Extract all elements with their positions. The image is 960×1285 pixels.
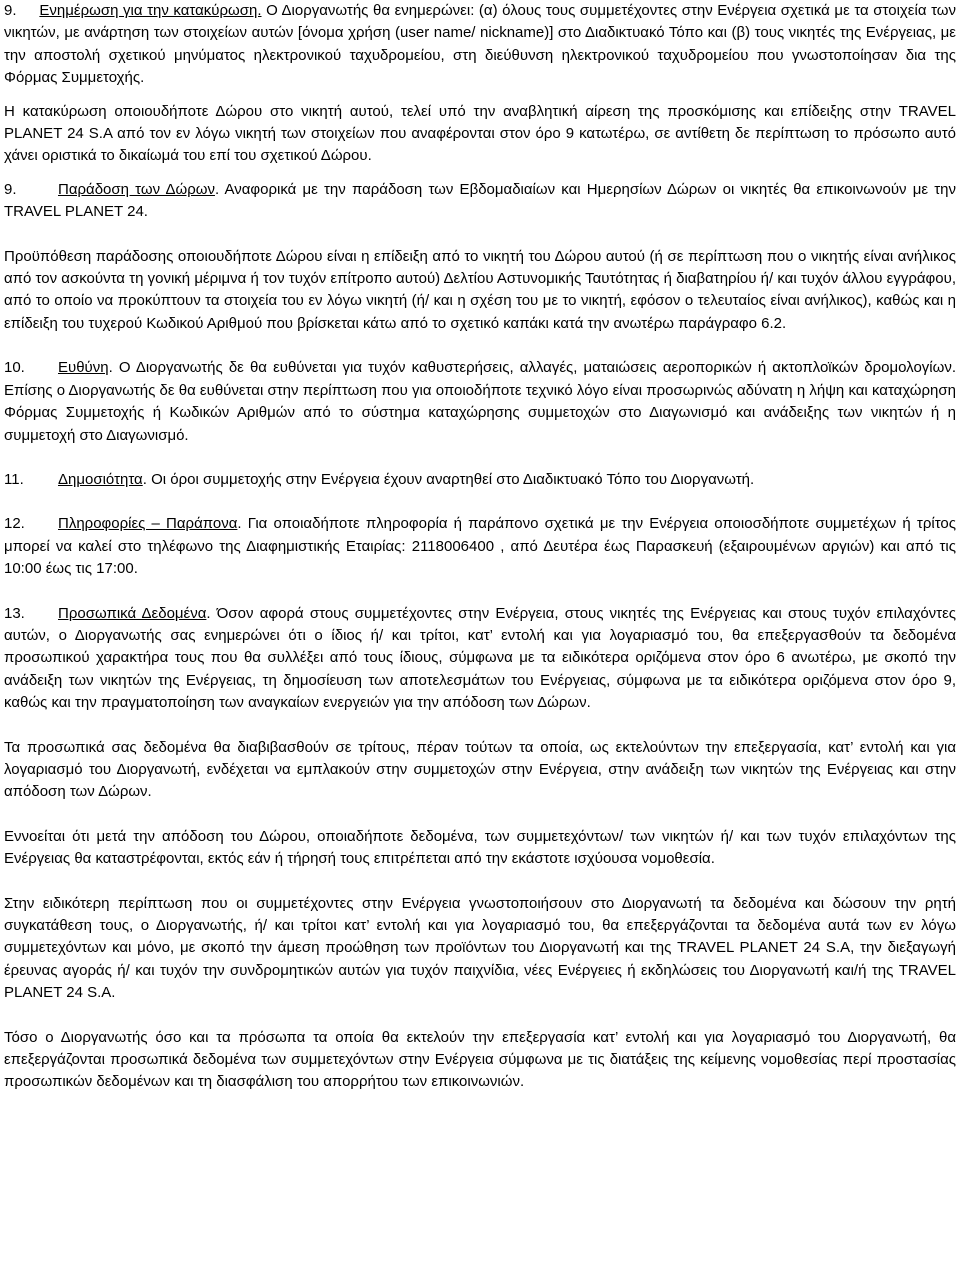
section-body: . Αναφορικά με την παράδοση των Εβδομαδιαίων και Ημερησίων Δώρων οι νικητές θα επικοινωνούν με την TRAVEL PLANET 24. bbox=[4, 180, 956, 221]
section-9-notification bbox=[4, 0, 956, 90]
section-number: 10. bbox=[4, 359, 25, 377]
section-heading: Ενημέρωση για την κατακύρωση. bbox=[39, 2, 262, 19]
section-number: 9. bbox=[4, 2, 17, 19]
section-body: . Για οποιαδήποτε πληροφορία ή παράπονο σχετικά με την Ενέργεια οποιοσδήποτε συμμετέχων ή τρίτος μπορεί να καλεί στο τηλέφωνο της Διαφημιστικής Εταιρίας: 2118006400 , από Δευτέρα έως Παρασκευή (εξαιρουμένων αργιών) και από τις 10:00 έως τις 17:00. bbox=[4, 515, 956, 578]
section-13-personal-data bbox=[4, 603, 956, 715]
section-10-liability bbox=[4, 357, 956, 447]
paragraph-award-condition: Η κατακύρωση οποιουδήποτε Δώρου στο νικητή αυτού, τελεί υπό την αναβλητική αίρεση της προσκόμισης και επίδειξης στην TRAVEL PLANET 24 S.A από τον εν λόγω νικητή των στοιχείων που αναφέρονται στον όρο 9 κατωτέρω, σε αντίθετη δε περίπτωση το πρόσωπο αυτό χάνει οριστικά το δικαίωμά του επί του σχετικού Δώρου. bbox=[4, 102, 956, 165]
section-9-delivery bbox=[4, 179, 956, 224]
section-number: 9. bbox=[4, 180, 17, 198]
section-heading: Πληροφορίες – Παράπονα bbox=[58, 515, 238, 533]
document-page bbox=[4, 0, 956, 1094]
section-heading: Προσωπικά Δεδομένα bbox=[58, 604, 207, 622]
paragraph-data-processors: Τα προσωπικά σας δεδομένα θα διαβιβασθούν σε τρίτους, πέραν τούτων τα οποία, ως εκτελούντων την επεξεργασία, κατ’ εντολή και για λογαριασμό του Διοργανωτή, ενδέχεται να εμπλακούν στην συμμετοχών στην Ενέργεια, στην ανάδειξη των νικητών της Ενέργειας και στην απόδοση των Δώρων. bbox=[4, 738, 956, 801]
section-number: 11. bbox=[4, 470, 24, 488]
paragraph-delivery-prerequisite: Προϋπόθεση παράδοσης οποιουδήποτε Δώρου είναι η επίδειξη από το νικητή του Δώρου αυτού (ή σε περίπτωση που ο νικητής είναι ανήλικος από τον ασκούντα τη γονική μέριμνα ή τον τυχόν επίτροπο αυτού) Δελτίου Αστυνομικής Ταυτότητας ή διαβατηρίου ή/ και τυχόν άλλου εγγράφου, από το οποίο να προκύπτουν τα στοιχεία του εν λόγω νικητή (ή/ και η σχέση του με το νικητή, εφόσον ο τελευταίος είναι ανήλικος), καθώς και η επίδειξη του τυχερού Κωδικού Αριθμού που βρίσκεται κάτω από το σχετικό καπάκι κατά την ανωτέρω παράγραφο 6.2. bbox=[4, 247, 956, 332]
section-heading: Παράδοση των Δώρων bbox=[58, 180, 215, 198]
section-12-information bbox=[4, 513, 956, 580]
paragraph-data-protection: Τόσο ο Διοργανωτής όσο και τα πρόσωπα τα οποία θα εκτελούν την επεξεργασία κατ’ εντολή και για λογαριασμό του Διοργανωτή, θα επεξεργάζονται προσωπικά δεδομένα των συμμετεχόντων στην Ενέργεια σύμφωνα με τις διατάξεις της κείμενης νομοθεσίας περί προστασίας προσωπικών δεδομένων και τη διασφάλιση του απορρήτου των επικοινωνιών. bbox=[4, 1028, 956, 1091]
section-number: 12. bbox=[4, 515, 25, 533]
section-number: 13. bbox=[4, 604, 25, 622]
paragraph-data-destruction: Εννοείται ότι μετά την απόδοση του Δώρου, οποιαδήποτε δεδομένα, των συμμετεχόντων/ των νικητών ή/ και των τυχόν επιλαχόντων της Ενέργειας θα καταστρέφονται, εκτός εάν ή τήρησή τους επιτρέπεται από την εκάστοτε ισχύουσα νομοθεσία. bbox=[4, 827, 956, 868]
section-body: . Οι όροι συμμετοχής στην Ενέργεια έχουν αναρτηθεί στο Διαδικτυακό Τόπο του Διοργανωτή. bbox=[142, 470, 755, 488]
section-11-publicity bbox=[4, 469, 956, 491]
section-body: . Όσον αφορά στους συμμετέχοντες στην Ενέργεια, στους νικητές της Ενέργειας και στους τυχόν επιλαχόντες αυτών, ο Διοργανωτής σας ενημερώνει ότι ο ίδιος ή/ και τρίτοι, κατ’ εντολή και για λογαριασμό του, θα επεξεργασθούν τα δεδομένα προσωπικού χαρακτήρα τους που θα συλλέξει από τους ίδιους, σύμφωνα με τα ειδικότερα οριζόμενα στον όρο 6 ανωτέρω, με σκοπό την ανάδειξη των νικητών της Ενέργειας, τη δημοσίευση των αποτελεσμάτων του Ενέργειας, σύμφωνα με τα ειδικότερα οριζόμενα στον όρο 9, καθώς και την πραγματοποίηση των αναγκαίων ενεργειών για την απόδοση των Δώρων. bbox=[4, 604, 957, 712]
section-heading: Ευθύνη bbox=[58, 359, 109, 377]
paragraph-marketing-consent: Στην ειδικότερη περίπτωση που οι συμμετέχοντες στην Ενέργεια γνωστοποιήσουν στο Διοργανωτή τα δεδομένα και δώσουν την ρητή συγκατάθεση τους, ο Διοργανωτής, ή/ και τρίτοι κατ’ εντολή και για λογαριασμό του, θα επεξεργάζονται τα δεδομένα αυτά των εν λόγω συμμετεχόντων και μόνο, με σκοπό την άμεση προώθηση των προϊόντων του Διοργανωτή και της TRAVEL PLANET 24 S.A, την διεξαγωγή έρευνας αγοράς ή/ και τυχόν την συνδρομητικών αυτών για τυχόν παιχνίδια, νέες Ενέργειες ή εκδηλώσεις του Διοργανωτή και/ή της TRAVEL PLANET 24 S.A. bbox=[4, 894, 956, 1002]
section-heading: Δημοσιότητα bbox=[58, 470, 143, 488]
section-body: . Ο Διοργανωτής δε θα ευθύνεται για τυχόν καθυστερήσεις, αλλαγές, ματαιώσεις αεροπορικών ή ακτοπλοϊκών δρομολογίων. Επίσης ο Διοργανωτής δε θα ευθύνεται στην περίπτωση που για οποιοδήποτε τεχνικό λόγο είναι προσωρινώς αδύνατη η λήψη και καταχώρηση Φόρμας Συμμετοχής ή Κωδικών Αριθμών από το σύστημα καταχώρησης συμμετοχών στο Διαγωνισμό και ανάδειξης των νικητών ή η συμμετοχή στο Διαγωνισμό. bbox=[4, 359, 956, 444]
section-body: Ο Διοργανωτής θα ενημερώνει: (α) όλους τους συμμετέχοντες στην Ενέργεια σχετικά με τα στοιχεία των νικητών, με ανάρτηση των στοιχείων αυτών [όνομα χρήση (user name/ nickname)] στο Διαδικτυακό Τόπο και (β) τους νικητές της Ενέργειας, με την αποστολή σχετικού μηνύματος ηλεκτρονικού ταχυδρομείου, στη διεύθυνση ηλεκτρονικού ταχυδρομείου που γνωστοποίησαν δια της Φόρμας Συμμετοχής. bbox=[4, 2, 956, 87]
